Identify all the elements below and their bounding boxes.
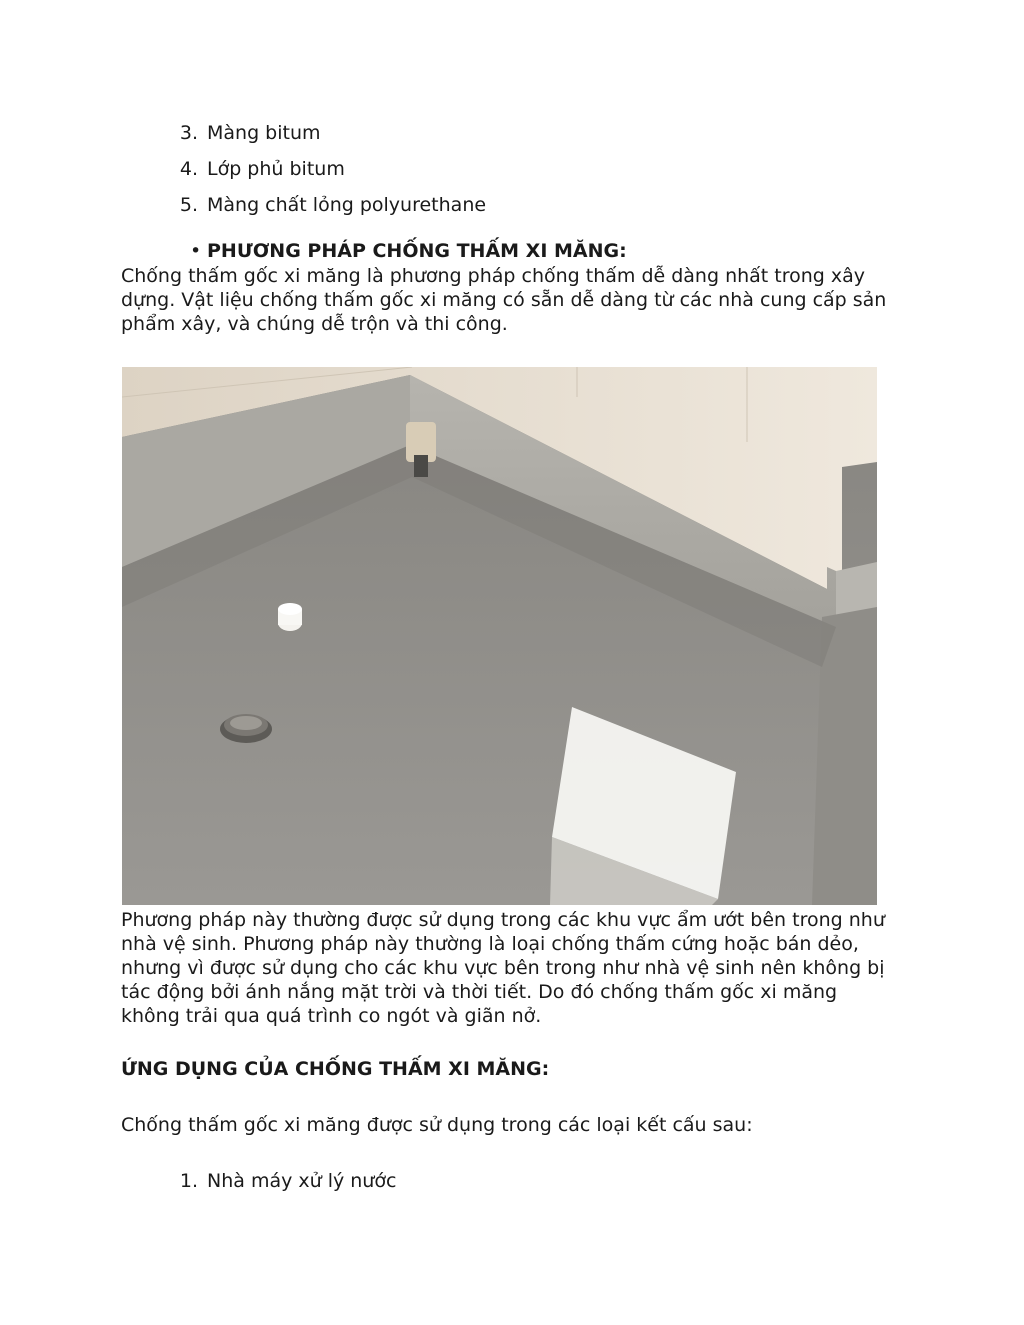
paragraph-line: Phương pháp này thường được sử dụng trong các khu vực ẩm ướt bên trong như [121, 909, 885, 931]
paragraph-line: nhưng vì được sử dụng cho các khu vực bên trong như nhà vệ sinh nên không bị [121, 957, 885, 979]
paragraph-line: không trải qua quá trình co ngót và giãn nở. [121, 1005, 542, 1027]
list-text: Màng bitum [207, 122, 321, 144]
paragraph-line: Chống thấm gốc xi măng là phương pháp chống thấm dễ dàng nhất trong xây [121, 265, 866, 287]
list-text: Màng chất lỏng polyurethane [207, 194, 487, 216]
list-number: 1. [179, 1170, 198, 1192]
list-number: 5. [179, 194, 198, 216]
bullet-icon: • [190, 240, 202, 262]
paragraph-line: nhà vệ sinh. Phương pháp này thường là loại chống thấm cứng hoặc bán dẻo, [121, 933, 859, 955]
list-number: 4. [179, 158, 198, 180]
paragraph-line: tác động bởi ánh nắng mặt trời và thời tiết. Do đó chống thấm gốc xi măng [121, 981, 838, 1003]
list-number: 3. [179, 122, 198, 144]
paragraph-line: phẩm xây, và chúng dễ trộn và thi công. [121, 313, 508, 335]
list-text: Nhà máy xử lý nước [207, 1170, 397, 1192]
paragraph-line: dựng. Vật liệu chống thấm gốc xi măng có sẵn dễ dàng từ các nhà cung cấp sản [121, 289, 887, 311]
list-text: Lớp phủ bitum [207, 158, 345, 180]
paragraph-line: Chống thấm gốc xi măng được sử dụng trong các loại kết cấu sau: [121, 1114, 753, 1136]
section-heading: ỨNG DỤNG CỦA CHỐNG THẤM XI MĂNG: [121, 1058, 550, 1080]
waterproofing-floor-photo [122, 367, 877, 905]
heading-text: PHƯƠNG PHÁP CHỐNG THẤM XI MĂNG: [207, 240, 627, 262]
